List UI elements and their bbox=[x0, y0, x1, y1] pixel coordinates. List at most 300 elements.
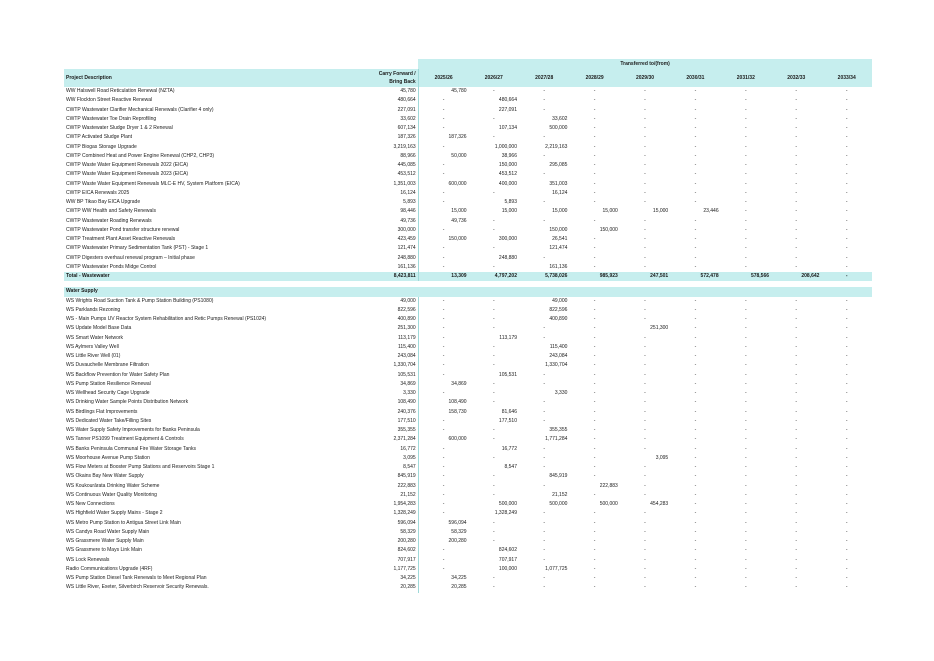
year-value: - bbox=[593, 538, 596, 544]
carry-forward-value: 108,490 bbox=[397, 399, 416, 406]
year-value: 15,000 bbox=[552, 208, 568, 215]
year-value: - bbox=[845, 226, 848, 233]
table-row bbox=[64, 180, 872, 189]
year-value: - bbox=[593, 454, 596, 461]
year-value: - bbox=[644, 316, 646, 322]
table-row bbox=[64, 244, 872, 253]
year-value: - bbox=[593, 189, 596, 196]
table-row bbox=[64, 87, 872, 96]
year-value: - bbox=[694, 171, 697, 178]
project-description: WS New Connections bbox=[66, 501, 115, 507]
year-value: - bbox=[644, 380, 646, 387]
year-value: - bbox=[694, 152, 697, 159]
project-description: WW BP Tikao Bay EICA Upgrade bbox=[66, 199, 141, 205]
table-row bbox=[64, 198, 872, 207]
year-value: 26,541 bbox=[552, 236, 568, 242]
year-value: - bbox=[593, 325, 596, 332]
year-value: - bbox=[543, 482, 546, 489]
year-value: - bbox=[694, 519, 697, 526]
year-value: 45,780 bbox=[418, 87, 468, 96]
year-value: 251,300 bbox=[650, 325, 669, 332]
year-value: 20,285 bbox=[418, 583, 468, 592]
project-description: WS Koukourārata Drinking Water Scheme bbox=[66, 482, 160, 489]
year-value: - bbox=[593, 510, 596, 517]
project-description: WS Tanner PS1099 Treatment Equipment & Controls bbox=[66, 436, 184, 443]
year-value: - bbox=[694, 565, 697, 572]
year-value: - bbox=[593, 556, 596, 563]
year-value: - bbox=[845, 362, 848, 369]
year-value: - bbox=[694, 436, 697, 443]
year-value: - bbox=[795, 427, 798, 433]
year-value: - bbox=[744, 208, 747, 215]
table-row bbox=[64, 435, 872, 444]
year-value: - bbox=[644, 171, 646, 178]
year-value: - bbox=[418, 371, 468, 380]
carry-forward-value: 845,919 bbox=[397, 473, 416, 480]
year-value: - bbox=[543, 399, 546, 406]
table-row bbox=[64, 528, 872, 537]
project-description: CWTP Wastewater Clarifier Mechanical Renewals (Clarifier 4 only) bbox=[66, 106, 214, 113]
year-value: - bbox=[795, 353, 798, 359]
year-value: - bbox=[845, 171, 848, 178]
year-value: - bbox=[795, 297, 798, 304]
project-description: WS Water Supply Safety Improvements for Banks Peninsula bbox=[66, 427, 200, 433]
year-value: - bbox=[795, 371, 798, 378]
year-value: - bbox=[845, 125, 848, 131]
year-value: - bbox=[694, 245, 697, 252]
table-row bbox=[64, 361, 872, 370]
year-header: 2033/34 bbox=[821, 69, 872, 87]
carry-forward-value: 1,351,003 bbox=[393, 180, 416, 187]
year-value: - bbox=[795, 226, 798, 233]
project-description-header: Project Description bbox=[64, 69, 369, 87]
carry-forward-value: 400,890 bbox=[397, 316, 416, 322]
year-value: - bbox=[418, 472, 468, 481]
year-value: - bbox=[694, 106, 697, 113]
year-value: - bbox=[744, 245, 747, 252]
table-row bbox=[64, 217, 872, 226]
table-row bbox=[64, 380, 872, 389]
year-value: - bbox=[845, 106, 848, 113]
carry-forward-value: 453,512 bbox=[397, 171, 416, 178]
carry-forward-value: 822,596 bbox=[397, 306, 416, 313]
carry-forward-value: 115,400 bbox=[397, 343, 416, 350]
year-value: - bbox=[644, 362, 646, 369]
year-value: - bbox=[593, 306, 596, 313]
year-value: - bbox=[418, 143, 468, 152]
year-value: - bbox=[694, 334, 697, 341]
table-row bbox=[64, 115, 872, 124]
year-value: - bbox=[845, 584, 848, 591]
year-value: - bbox=[795, 217, 798, 224]
year-value: - bbox=[845, 445, 848, 452]
year-value: - bbox=[694, 482, 697, 489]
year-value: - bbox=[543, 445, 546, 452]
table-header bbox=[64, 59, 872, 87]
carry-forward-value: 33,602 bbox=[400, 115, 416, 122]
year-value: - bbox=[694, 473, 697, 480]
year-value: - bbox=[795, 152, 798, 159]
year-value: - bbox=[795, 501, 798, 507]
project-description: CWTP Wastewater Sludge Dryer 1 & 2 Renewal bbox=[66, 125, 173, 131]
year-value: 707,917 bbox=[498, 556, 517, 563]
year-value: - bbox=[694, 390, 697, 396]
year-value: - bbox=[492, 454, 495, 461]
year-value: - bbox=[543, 106, 546, 113]
year-value: - bbox=[795, 97, 798, 104]
year-value: 15,000 bbox=[602, 208, 618, 215]
project-description: WS Highfield Water Supply Mains - Stage 2 bbox=[66, 510, 163, 517]
year-value: 453,512 bbox=[498, 171, 517, 178]
project-description: CWTP Waste Water Equipment Renewals 2022 (EICA) bbox=[66, 162, 189, 168]
wastewater-total-section bbox=[64, 272, 872, 297]
year-value: - bbox=[644, 226, 646, 233]
year-value: - bbox=[795, 88, 798, 94]
year-value: - bbox=[744, 162, 747, 168]
project-description: WS - Main Pumps UV Reactor System Rehabilitation and Retic Pumps Renewal (PS1024) bbox=[66, 316, 267, 322]
carry-forward-value: 98,446 bbox=[400, 208, 416, 215]
year-value: - bbox=[593, 473, 596, 480]
year-value: - bbox=[418, 244, 468, 253]
year-value: 2,219,163 bbox=[545, 143, 568, 150]
year-value: - bbox=[694, 362, 697, 369]
year-value: 3,095 bbox=[655, 454, 669, 461]
year-value: 596,094 bbox=[418, 519, 468, 528]
year-value: 16,772 bbox=[501, 445, 517, 452]
project-description: WS Grassmere to Mays Link Main bbox=[66, 547, 142, 554]
year-value: - bbox=[694, 547, 697, 554]
year-value: 500,000 bbox=[549, 125, 568, 131]
year-value: - bbox=[418, 352, 468, 361]
project-description: WS Grassmere Water Supply Main bbox=[66, 538, 144, 544]
year-value: - bbox=[694, 226, 697, 233]
project-description: WS Little River, Exeter, Silverbirch Reservoir Security Renewals. bbox=[66, 584, 209, 591]
year-value: - bbox=[795, 199, 798, 205]
year-value: - bbox=[644, 106, 646, 113]
year-value: - bbox=[795, 143, 798, 150]
year-value: - bbox=[492, 380, 495, 387]
carry-forward-value: 16,772 bbox=[400, 445, 416, 452]
year-value: - bbox=[644, 199, 646, 205]
year-value: - bbox=[543, 464, 546, 470]
year-value: - bbox=[845, 115, 848, 122]
year-value: - bbox=[694, 217, 697, 224]
year-value: - bbox=[644, 297, 646, 304]
year-value: - bbox=[492, 473, 495, 480]
year-value: - bbox=[418, 463, 468, 472]
year-value: - bbox=[744, 199, 747, 205]
year-value: - bbox=[744, 306, 747, 313]
year-value: - bbox=[845, 189, 848, 196]
carry-forward-value: 34,869 bbox=[400, 380, 416, 387]
year-value: - bbox=[644, 445, 646, 452]
year-value: - bbox=[418, 389, 468, 398]
project-description: WS Banks Peninsula Communal Fire Water Storage Tanks bbox=[66, 445, 197, 452]
year-value: - bbox=[795, 445, 798, 452]
year-value: - bbox=[845, 473, 848, 480]
year-value: - bbox=[845, 390, 848, 396]
project-description: WS Backflow Prevention for Water Safety Plan bbox=[66, 371, 170, 378]
year-value: - bbox=[492, 538, 495, 544]
carry-forward-value: 161,136 bbox=[397, 263, 416, 270]
year-value: - bbox=[543, 538, 546, 544]
year-value: - bbox=[744, 501, 747, 507]
year-value: - bbox=[744, 263, 747, 270]
year-value: - bbox=[795, 180, 798, 187]
year-value: - bbox=[543, 584, 546, 591]
year-value: - bbox=[492, 575, 495, 581]
year-value: - bbox=[744, 399, 747, 406]
year-value: - bbox=[845, 97, 848, 104]
project-description: WS Okains Bay New Water Supply bbox=[66, 473, 144, 480]
table-row bbox=[64, 226, 872, 235]
year-value: - bbox=[845, 501, 848, 507]
year-value: 1,000,000 bbox=[494, 143, 517, 150]
year-value: - bbox=[593, 390, 596, 396]
year-value: - bbox=[744, 316, 747, 322]
project-description: WW Flockton Street Reactive Renewal bbox=[66, 97, 153, 104]
water-supply-section bbox=[64, 297, 872, 593]
year-value: - bbox=[845, 575, 848, 581]
year-value: - bbox=[593, 575, 596, 581]
table-row bbox=[64, 207, 872, 216]
year-value: - bbox=[418, 106, 468, 115]
year-value: - bbox=[644, 584, 646, 591]
year-value: - bbox=[795, 189, 798, 196]
year-value: - bbox=[795, 528, 798, 535]
year-value: - bbox=[418, 315, 468, 324]
year-value: - bbox=[543, 334, 546, 341]
year-value: 500,000 bbox=[498, 501, 517, 507]
year-value: - bbox=[543, 454, 546, 461]
year-value: - bbox=[418, 96, 468, 105]
year-value: - bbox=[694, 263, 697, 270]
year-value: - bbox=[795, 399, 798, 406]
year-value: - bbox=[795, 482, 798, 489]
project-description: WS Wrights Road Suction Tank & Pump Station Building (PS1080) bbox=[66, 297, 214, 304]
year-value: 50,000 bbox=[418, 152, 468, 161]
year-value: - bbox=[744, 97, 747, 104]
project-description: CWTP Waste Water Equipment Renewals MLC-E HV, System Platform (EICA) bbox=[66, 180, 240, 187]
year-value: - bbox=[694, 371, 697, 378]
year-value: - bbox=[543, 528, 546, 535]
year-value: - bbox=[795, 125, 798, 131]
year-value: - bbox=[543, 134, 546, 141]
year-value: - bbox=[593, 353, 596, 359]
carry-forward-value: 596,094 bbox=[397, 519, 416, 526]
year-value: - bbox=[644, 353, 646, 359]
year-value: - bbox=[543, 510, 546, 517]
year-value: - bbox=[593, 115, 596, 122]
year-value: - bbox=[593, 143, 596, 150]
project-description: WS Wellhead Security Cage Upgrade bbox=[66, 390, 150, 396]
year-value: 108,490 bbox=[418, 398, 468, 407]
year-value: - bbox=[644, 436, 646, 443]
year-value: - bbox=[795, 334, 798, 341]
year-value: - bbox=[593, 399, 596, 406]
table-row bbox=[64, 463, 872, 472]
year-value: 107,134 bbox=[498, 125, 517, 131]
year-value: - bbox=[543, 152, 546, 159]
year-value: - bbox=[795, 362, 798, 369]
year-value: - bbox=[744, 436, 747, 443]
year-value: - bbox=[795, 584, 798, 591]
year-value: 58,329 bbox=[418, 528, 468, 537]
year-value: 351,003 bbox=[549, 180, 568, 187]
year-value: - bbox=[795, 454, 798, 461]
year-value: 200,280 bbox=[418, 537, 468, 546]
carry-forward-value: 3,095 bbox=[403, 454, 416, 461]
year-value: - bbox=[845, 217, 848, 224]
year-value: - bbox=[593, 427, 596, 433]
year-value: - bbox=[492, 584, 495, 591]
year-value: - bbox=[492, 325, 495, 332]
table-row bbox=[64, 426, 872, 435]
carry-forward-value: 49,736 bbox=[400, 217, 416, 224]
year-value: - bbox=[593, 334, 596, 341]
year-value: 400,890 bbox=[549, 316, 568, 322]
carry-forward-value: 480,664 bbox=[397, 97, 416, 104]
year-value: - bbox=[593, 245, 596, 252]
year-value: - bbox=[744, 106, 747, 113]
carry-forward-value: 1,330,704 bbox=[393, 362, 416, 369]
table-row bbox=[64, 343, 872, 352]
table-row bbox=[64, 133, 872, 142]
year-value: - bbox=[593, 88, 596, 94]
carry-forward-value: 121,474 bbox=[397, 245, 416, 252]
carry-forward-header: Carry Forward / Bring Back bbox=[369, 69, 418, 87]
year-value: - bbox=[418, 565, 468, 574]
year-value: - bbox=[593, 162, 596, 168]
carry-forward-value: 824,602 bbox=[397, 547, 416, 554]
year-value: - bbox=[644, 343, 646, 350]
year-value: 81,646 bbox=[501, 408, 517, 415]
year-value: - bbox=[694, 97, 697, 104]
year-value: - bbox=[744, 115, 747, 122]
table-row bbox=[64, 537, 872, 546]
year-value: 4,797,202 bbox=[469, 272, 519, 281]
year-value: 15,000 bbox=[418, 207, 468, 216]
year-value: - bbox=[593, 436, 596, 443]
year-value: - bbox=[543, 199, 546, 205]
year-value: - bbox=[418, 115, 468, 124]
year-value: - bbox=[694, 427, 697, 433]
year-value: 247,501 bbox=[620, 272, 670, 281]
year-value: - bbox=[795, 390, 798, 396]
year-value: - bbox=[492, 306, 495, 313]
year-value: - bbox=[845, 208, 848, 215]
year-value: - bbox=[593, 417, 596, 424]
year-value: 227,091 bbox=[498, 106, 517, 113]
year-value: - bbox=[543, 408, 546, 415]
year-value: - bbox=[795, 106, 798, 113]
year-value: - bbox=[744, 454, 747, 461]
year-value: - bbox=[845, 199, 848, 205]
year-value: - bbox=[744, 189, 747, 196]
table-row bbox=[64, 315, 872, 324]
carry-forward-value: 248,880 bbox=[397, 254, 416, 261]
year-value: - bbox=[593, 528, 596, 535]
year-value: - bbox=[694, 408, 697, 415]
year-value: - bbox=[644, 556, 646, 563]
carry-forward-value: 16,124 bbox=[400, 189, 416, 196]
year-value: - bbox=[644, 464, 646, 470]
carry-forward-value: 240,376 bbox=[397, 408, 416, 415]
year-value: - bbox=[418, 189, 468, 198]
table-row bbox=[64, 583, 872, 592]
year-value: - bbox=[744, 538, 747, 544]
year-value: - bbox=[744, 125, 747, 131]
total-row bbox=[64, 272, 872, 281]
year-header: 2028/29 bbox=[569, 69, 619, 87]
year-value: - bbox=[744, 491, 747, 498]
year-value: - bbox=[492, 528, 495, 535]
project-description: CWTP EICA Renewals 2025 bbox=[66, 189, 130, 196]
year-value: - bbox=[543, 97, 546, 104]
year-value: - bbox=[492, 263, 495, 270]
year-value: - bbox=[795, 491, 798, 498]
carry-forward-value: 300,000 bbox=[397, 226, 416, 233]
carry-forward-value: 45,780 bbox=[400, 88, 416, 94]
year-value: 100,000 bbox=[498, 565, 517, 572]
project-description: CWTP Wastewater Roading Renewals bbox=[66, 217, 152, 224]
year-value: - bbox=[593, 362, 596, 369]
year-value: - bbox=[418, 426, 468, 435]
carry-forward-value: 8,547 bbox=[403, 464, 416, 470]
carry-forward-value: 8,423,811 bbox=[369, 272, 418, 281]
year-value: - bbox=[694, 180, 697, 187]
year-value: 400,000 bbox=[498, 180, 517, 187]
year-value: - bbox=[694, 454, 697, 461]
year-value: - bbox=[418, 454, 468, 463]
year-value: - bbox=[644, 143, 646, 150]
year-value: - bbox=[644, 399, 646, 406]
year-value: 13,309 bbox=[418, 272, 468, 281]
carry-forward-value: 423,459 bbox=[397, 236, 416, 242]
year-value: - bbox=[593, 134, 596, 141]
carry-forward-value: 607,134 bbox=[397, 125, 416, 131]
table-row bbox=[64, 306, 872, 315]
year-value: - bbox=[845, 380, 848, 387]
project-description: CWTP WW Health and Safety Renewals bbox=[66, 208, 156, 215]
year-value: 158,730 bbox=[418, 408, 468, 417]
year-value: - bbox=[644, 134, 646, 141]
year-value: - bbox=[795, 115, 798, 122]
carry-forward-value: 445,085 bbox=[397, 162, 416, 168]
table-row bbox=[64, 297, 872, 306]
year-value: - bbox=[795, 162, 798, 168]
year-value: - bbox=[845, 519, 848, 526]
year-value: - bbox=[644, 254, 646, 261]
project-description: CWTP Wastewater Ponds Midge Control bbox=[66, 263, 157, 270]
year-value: 150,000 bbox=[549, 226, 568, 233]
year-value: 8,547 bbox=[504, 464, 517, 470]
year-value: 600,000 bbox=[418, 435, 468, 444]
project-description: WS Parklands Rezoning bbox=[66, 306, 121, 313]
carry-forward-value: 222,883 bbox=[397, 482, 416, 489]
year-value: 500,000 bbox=[549, 501, 568, 507]
year-value: - bbox=[694, 380, 697, 387]
year-value: - bbox=[845, 162, 848, 168]
year-value: - bbox=[492, 189, 495, 196]
year-value: - bbox=[593, 152, 596, 159]
year-value: - bbox=[795, 316, 798, 322]
year-value: - bbox=[744, 236, 747, 242]
table-row bbox=[64, 509, 872, 518]
year-value: 243,084 bbox=[549, 353, 568, 359]
year-value: - bbox=[644, 189, 646, 196]
year-value: - bbox=[744, 152, 747, 159]
